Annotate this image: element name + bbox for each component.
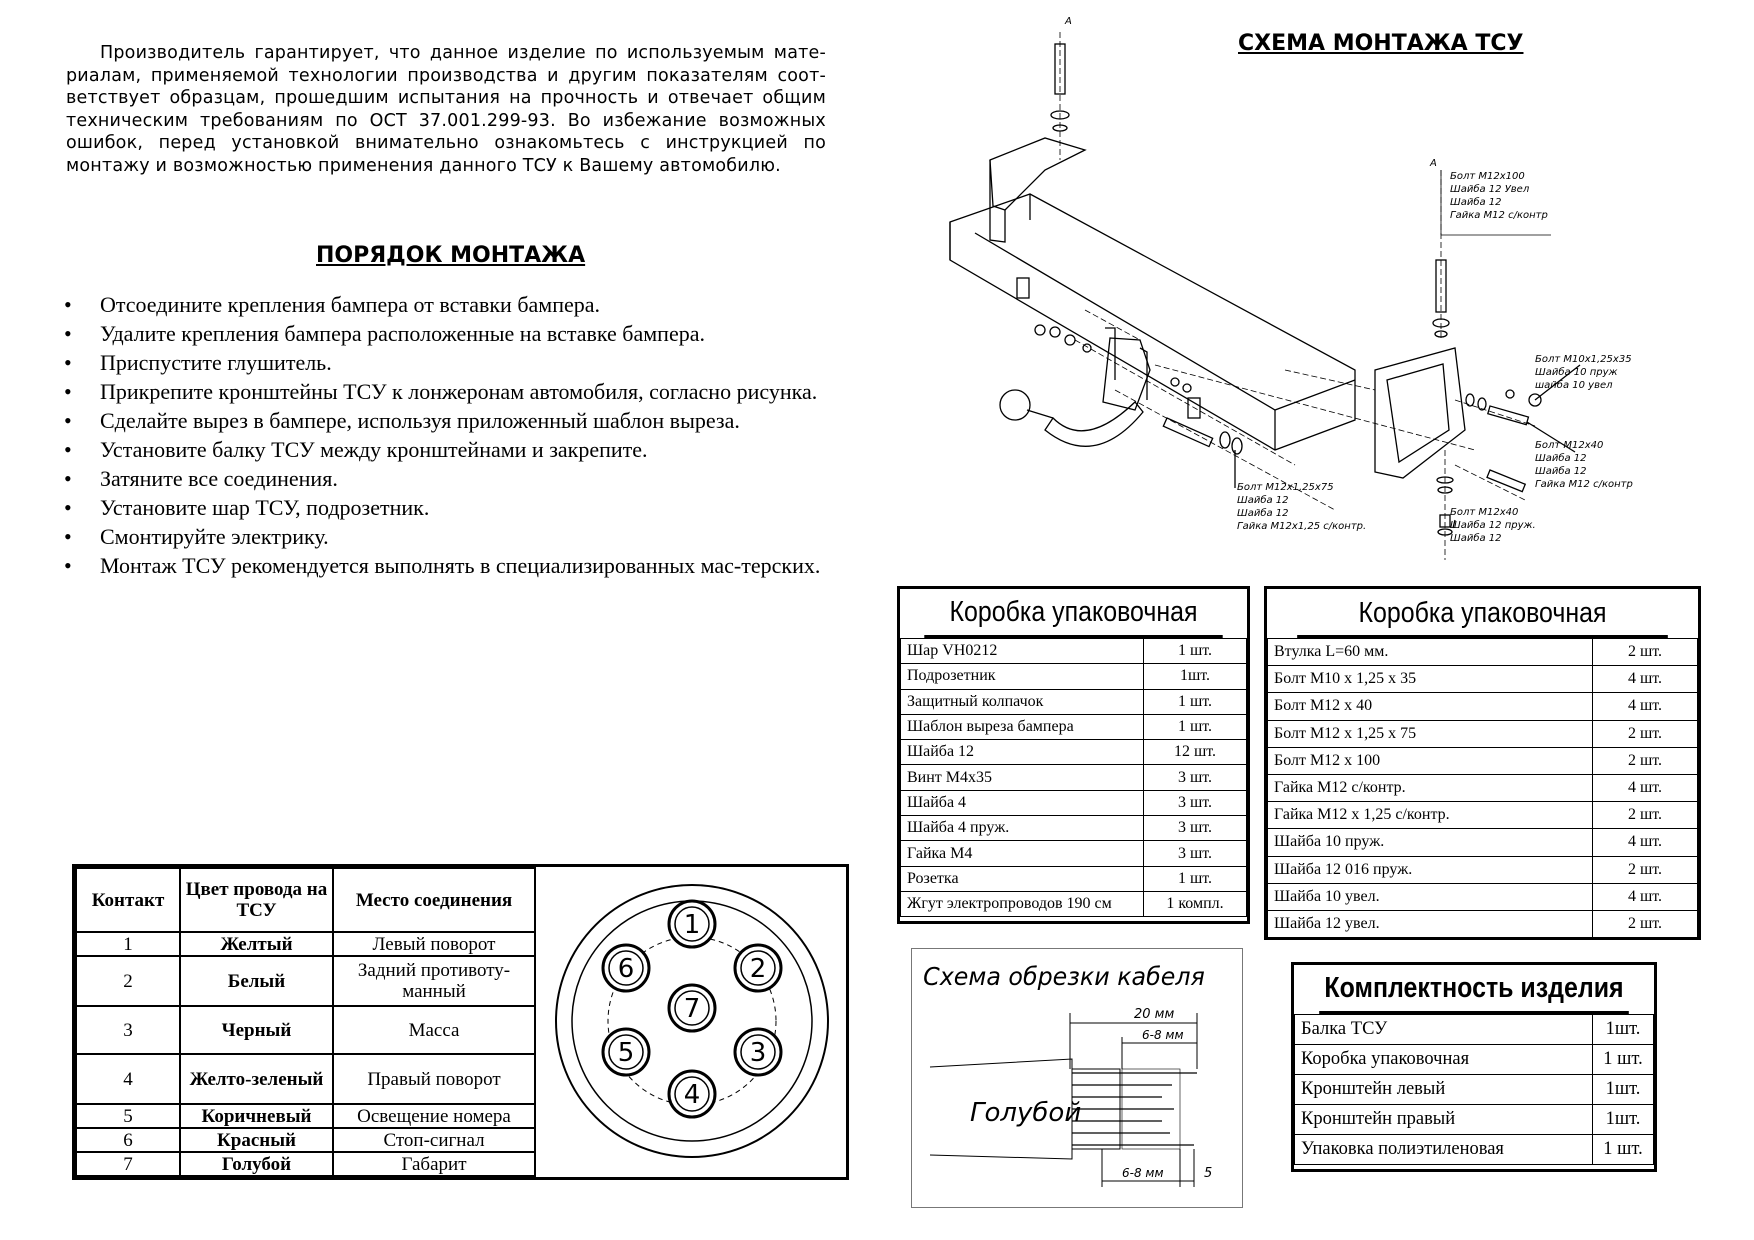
item-name: Жгут электропроводов 190 см xyxy=(901,891,1144,916)
table-row xyxy=(901,841,1247,866)
section-marker-a: А xyxy=(1065,16,1072,27)
table-row xyxy=(76,932,535,956)
item-name: Защитный колпачок xyxy=(901,689,1144,714)
item-name: Шайба 12 016 пруж. xyxy=(1268,856,1593,883)
list-item: • Сделайте вырез в бампере, используя приложенный шаблон выреза. xyxy=(64,408,740,433)
bullet-icon: • xyxy=(64,495,72,520)
item-qty: 4 шт. xyxy=(1593,693,1698,720)
item-qty: 1шт. xyxy=(1593,1075,1654,1105)
callout-label: Болт М12х40 xyxy=(1450,507,1519,518)
bullet-icon: • xyxy=(64,553,72,578)
table-row xyxy=(1268,639,1698,666)
item-qty: 4 шт. xyxy=(1593,774,1698,801)
connection-cell: Левый поворот xyxy=(333,932,535,956)
callout-label: Шайба 10 пруж xyxy=(1535,367,1618,378)
item-name: Кронштейн правый xyxy=(1295,1105,1593,1135)
dimension-5: 5 xyxy=(1204,1166,1213,1181)
svg-text:5: 5 xyxy=(617,1038,635,1068)
dimension-6-8mm-bottom: 6-8 мм xyxy=(1122,1166,1164,1180)
wire-color-cell: Белый xyxy=(180,956,333,1006)
table-title: Комплектность изделия xyxy=(1319,965,1629,1014)
callout-label: Шайба 12 xyxy=(1535,453,1587,464)
contact-cell: 1 xyxy=(76,932,180,956)
item-name: Упаковка полиэтиленовая xyxy=(1295,1135,1593,1165)
contact-cell: 6 xyxy=(76,1128,180,1152)
pin-1 xyxy=(669,901,715,947)
mounting-diagram xyxy=(935,10,1655,580)
dimension-6-8mm-top: 6-8 мм xyxy=(1142,1028,1184,1042)
column-header: Место соединения xyxy=(333,868,535,932)
item-name: Розетка xyxy=(901,866,1144,891)
connector-pinout-diagram xyxy=(537,867,847,1177)
item-name: Шайба 12 увел. xyxy=(1268,910,1593,937)
svg-text:3: 3 xyxy=(749,1038,767,1068)
list-item: • Монтаж ТСУ рекомендуется выполнять в специализированных мас-терских. xyxy=(64,553,821,578)
cable-cut-diagram xyxy=(911,948,1243,1208)
table-row xyxy=(76,1006,535,1054)
pin-3 xyxy=(735,1029,781,1075)
connection-cell: Стоп-сигнал xyxy=(333,1128,535,1152)
item-qty: 1 шт. xyxy=(1144,639,1247,664)
pin-7 xyxy=(669,985,715,1031)
table-row xyxy=(1268,774,1698,801)
table-row xyxy=(1295,1105,1654,1135)
item-qty: 2 шт. xyxy=(1593,720,1698,747)
contact-cell: 3 xyxy=(76,1006,180,1054)
item-name: Болт М10 х 1,25 х 35 xyxy=(1268,666,1593,693)
table-row xyxy=(1268,883,1698,910)
bullet-icon: • xyxy=(64,321,72,346)
table-row xyxy=(1268,666,1698,693)
item-qty: 1 шт. xyxy=(1593,1045,1654,1075)
callout-label: Болт М10х1,25х35 xyxy=(1535,354,1632,365)
item-qty: 3 шт. xyxy=(1144,841,1247,866)
column-header: Контакт xyxy=(76,868,180,932)
item-qty: 2 шт. xyxy=(1593,802,1698,829)
callout-label: Шайба 12 xyxy=(1450,197,1502,208)
callout-label: Шайба 12 xyxy=(1237,508,1289,519)
item-qty: 2 шт. xyxy=(1593,747,1698,774)
item-qty: 1 шт. xyxy=(1144,866,1247,891)
pin-2 xyxy=(735,945,781,991)
item-qty: 1шт. xyxy=(1593,1015,1654,1045)
item-name: Шайба 4 пруж. xyxy=(901,816,1144,841)
item-qty: 3 шт. xyxy=(1144,816,1247,841)
svg-text:1: 1 xyxy=(683,910,701,940)
callout-label: Болт М12х1,25х75 xyxy=(1237,482,1334,493)
section-marker-a-right: А xyxy=(1430,158,1437,169)
callout-label: Гайка М12 с/контр xyxy=(1450,210,1548,221)
table-row xyxy=(76,1054,535,1104)
callout-label: Гайка М12 с/контр xyxy=(1535,479,1633,490)
table-row xyxy=(1268,802,1698,829)
item-name: Винт М4х35 xyxy=(901,765,1144,790)
installation-order-heading: ПОРЯДОК МОНТАЖА xyxy=(316,243,586,268)
callout-label: Гайка М12х1,25 с/контр. xyxy=(1237,521,1367,532)
table-row xyxy=(1268,856,1698,883)
connection-cell: Масса xyxy=(333,1006,535,1054)
item-name: Балка ТСУ xyxy=(1295,1015,1593,1045)
item-qty: 12 шт. xyxy=(1144,740,1247,765)
dimension-20mm: 20 мм xyxy=(1134,1007,1175,1022)
callout-label: Болт М12х40 xyxy=(1535,440,1604,451)
callout-label: Шайба 12 пруж. xyxy=(1450,520,1536,531)
table-row xyxy=(901,866,1247,891)
item-name: Гайка М12 с/контр. xyxy=(1268,774,1593,801)
wire-color-cell: Черный xyxy=(180,1006,333,1054)
table-row xyxy=(1295,1135,1654,1165)
table-row xyxy=(76,956,535,1006)
svg-text:6: 6 xyxy=(617,954,635,984)
wire-color-cell: Голубой xyxy=(180,1152,333,1176)
list-item: • Приспустите глушитель. xyxy=(64,350,332,375)
connection-cell: Правый поворот xyxy=(333,1054,535,1104)
table-row xyxy=(76,1152,535,1176)
table-row xyxy=(901,816,1247,841)
item-name: Шайба 10 пруж. xyxy=(1268,829,1593,856)
warranty-paragraph: Производитель гарантирует, что данное изделие по используемым мате-риалам, применяемой технологии производства и другим показателям соот-ветствует образцам, прошедшим испытания на прочность и отвечает общим техническим требованиям по ОСТ 37.001.299-93. Во избежание возможных ошибок, перед установкой внимательно ознакомьтесь с инструкцией по монтажу и возможностью применения данного ТСУ к Вашему автомобилю. xyxy=(66,43,826,176)
table-row xyxy=(901,664,1247,689)
table-row xyxy=(1268,910,1698,937)
table-row xyxy=(901,891,1247,916)
item-name: Коробка упаковочная xyxy=(1295,1045,1593,1075)
item-qty: 3 шт. xyxy=(1144,765,1247,790)
item-qty: 2 шт. xyxy=(1593,639,1698,666)
item-qty: 1шт. xyxy=(1144,664,1247,689)
mounting-scheme-heading: СХЕМА МОНТАЖА ТСУ xyxy=(1238,31,1524,56)
pin-5 xyxy=(603,1029,649,1075)
wire-color-label: Голубой xyxy=(970,1098,1082,1128)
list-item: • Отсоедините крепления бампера от вставки бампера. xyxy=(64,292,601,317)
table-row xyxy=(1268,747,1698,774)
bullet-icon: • xyxy=(64,437,72,462)
item-qty: 1 компл. xyxy=(1144,891,1247,916)
item-name: Болт М12 х 1,25 х 75 xyxy=(1268,720,1593,747)
list-item: • Удалите крепления бампера расположенные на вставке бампера. xyxy=(64,321,705,346)
list-item: • Установите балку ТСУ между кронштейнами и закрепите. xyxy=(64,437,648,462)
table-row xyxy=(1295,1075,1654,1105)
item-qty: 4 шт. xyxy=(1593,883,1698,910)
item-name: Подрозетник xyxy=(901,664,1144,689)
table-row xyxy=(901,689,1247,714)
table-title: Коробка упаковочная xyxy=(1297,589,1668,638)
item-name: Втулка L=60 мм. xyxy=(1268,639,1593,666)
table-row xyxy=(1295,1015,1654,1045)
connection-cell: Задний противоту-манный xyxy=(333,956,535,1006)
item-qty: 2 шт. xyxy=(1593,856,1698,883)
callout-label: Шайба 12 xyxy=(1237,495,1289,506)
item-name: Болт М12 х 100 xyxy=(1268,747,1593,774)
table-row xyxy=(1268,829,1698,856)
item-qty: 3 шт. xyxy=(1144,790,1247,815)
callout-label: Шайба 12 xyxy=(1450,533,1502,544)
pin-6 xyxy=(603,945,649,991)
contact-cell: 2 xyxy=(76,956,180,1006)
wire-color-cell: Желтый xyxy=(180,932,333,956)
item-qty: 1шт. xyxy=(1593,1105,1654,1135)
table-row xyxy=(76,1128,535,1152)
callout-label: Шайба 12 Увел xyxy=(1450,184,1530,195)
list-item: • Затяните все соединения. xyxy=(64,466,338,491)
list-item: • Установите шар ТСУ, подрозетник. xyxy=(64,495,430,520)
item-qty: 4 шт. xyxy=(1593,829,1698,856)
item-name: Шайба 4 xyxy=(901,790,1144,815)
contact-cell: 7 xyxy=(76,1152,180,1176)
callout-label: шайба 10 увел xyxy=(1535,380,1613,391)
table-row xyxy=(901,765,1247,790)
table-row xyxy=(901,714,1247,739)
table-row xyxy=(76,1104,535,1128)
wiring-table-panel xyxy=(72,864,849,1180)
wire-color-cell: Красный xyxy=(180,1128,333,1152)
contact-cell: 4 xyxy=(76,1054,180,1104)
table-row xyxy=(901,639,1247,664)
item-name: Шайба 10 увел. xyxy=(1268,883,1593,910)
table-row xyxy=(1268,720,1698,747)
bullet-icon: • xyxy=(64,292,72,317)
svg-text:7: 7 xyxy=(683,994,701,1024)
cable-diagram-title: Схема обрезки кабеля xyxy=(923,961,1205,992)
bullet-icon: • xyxy=(64,408,72,433)
bullet-icon: • xyxy=(64,350,72,375)
list-item: • Смонтируйте электрику. xyxy=(64,524,329,549)
wiring-table xyxy=(75,867,536,1177)
wire-color-cell: Коричневый xyxy=(180,1104,333,1128)
bullet-icon: • xyxy=(64,524,72,549)
column-header: Цвет провода на ТСУ xyxy=(180,868,333,932)
table-title: Коробка упаковочная xyxy=(924,589,1222,638)
item-qty: 1 шт. xyxy=(1593,1135,1654,1165)
table-row xyxy=(901,790,1247,815)
item-name: Кронштейн левый xyxy=(1295,1075,1593,1105)
table-row xyxy=(1268,693,1698,720)
bullet-icon: • xyxy=(64,466,72,491)
item-qty: 4 шт. xyxy=(1593,666,1698,693)
installation-steps-list xyxy=(60,290,846,580)
item-name: Болт М12 х 40 xyxy=(1268,693,1593,720)
item-qty: 1 шт. xyxy=(1144,689,1247,714)
svg-text:4: 4 xyxy=(683,1080,701,1110)
item-qty: 2 шт. xyxy=(1593,910,1698,937)
item-name: Шайба 12 xyxy=(901,740,1144,765)
item-qty: 1 шт. xyxy=(1144,714,1247,739)
item-name: Шар VH0212 xyxy=(901,639,1144,664)
item-name: Гайка М12 х 1,25 с/контр. xyxy=(1268,802,1593,829)
callout-label: Болт М12х100 xyxy=(1450,171,1525,182)
wire-color-cell: Желто-зеленый xyxy=(180,1054,333,1104)
list-item: • Прикрепите кронштейны ТСУ к лонжеронам автомобиля, согласно рисунка. xyxy=(64,379,818,404)
packaging-box-1-table xyxy=(897,586,1250,924)
pin-4 xyxy=(669,1071,715,1117)
item-name: Гайка М4 xyxy=(901,841,1144,866)
table-row xyxy=(901,740,1247,765)
connection-cell: Освещение номера xyxy=(333,1104,535,1128)
kit-contents-table xyxy=(1291,962,1657,1172)
svg-text:2: 2 xyxy=(749,954,767,984)
item-name: Шаблон выреза бампера xyxy=(901,714,1144,739)
callout-label: Шайба 12 xyxy=(1535,466,1587,477)
bullet-icon: • xyxy=(64,379,72,404)
connection-cell: Габарит xyxy=(333,1152,535,1176)
contact-cell: 5 xyxy=(76,1104,180,1128)
table-row xyxy=(1295,1045,1654,1075)
packaging-box-2-table xyxy=(1264,586,1701,940)
